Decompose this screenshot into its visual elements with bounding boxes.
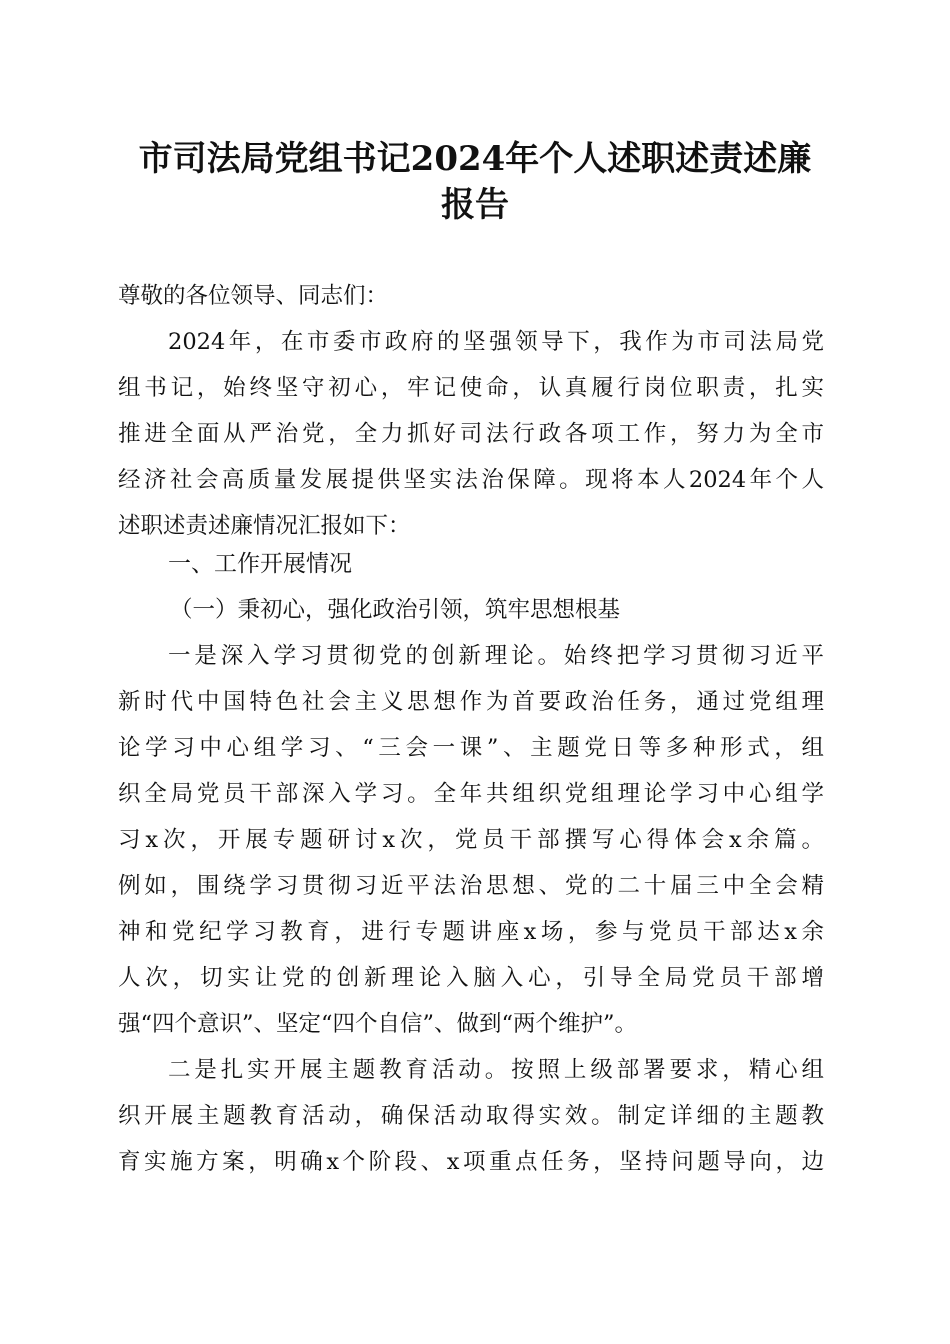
paragraph-lead: 一是深入学习贯彻党的创新理论。 — [168, 643, 564, 669]
paragraph-line: 织全局党员干部深入学习。全年共组织党组理论学习中心组学 — [118, 781, 824, 807]
title-line-2: 报告 — [441, 185, 509, 225]
section-heading: 一、工作开展情况 — [168, 551, 352, 577]
paragraph-text: 按照上级部署要求，精心组 — [511, 1057, 824, 1083]
intro-line: 经济社会高质量发展提供坚实法治保障。现将本人2024年个人 — [118, 467, 824, 493]
paragraph-line: 人次，切实让党的创新理论入脑入心，引导全局党员干部增 — [118, 965, 824, 991]
paragraph-line: 论学习中心组学习、“三会一课”、主题党日等多种形式，组 — [118, 735, 824, 761]
paragraph-line: 育实施方案，明确x个阶段、x项重点任务，坚持问题导向，边 — [118, 1149, 824, 1175]
paragraph-line: 织开展主题教育活动，确保活动取得实效。制定详细的主题教 — [118, 1103, 824, 1129]
paragraph-line: 神和党纪学习教育，进行专题讲座x场，参与党员干部达x余 — [118, 919, 824, 945]
intro-line: 述职述责述廉情况汇报如下： — [118, 513, 411, 539]
paragraph-lead: 二是扎实开展主题教育活动。 — [168, 1057, 512, 1083]
subsection-heading: （一）秉初心，强化政治引领，筑牢思想根基 — [170, 597, 621, 623]
paragraph-text: 始终把学习贯彻习近平 — [563, 643, 824, 669]
salutation: 尊敬的各位领导、同志们： — [118, 283, 389, 309]
title-line-1: 市司法局党组书记2024年个人述职述责述廉 — [138, 139, 812, 179]
document-title — [100, 136, 850, 228]
paragraph-line: 新时代中国特色社会主义思想作为首要政治任务，通过党组理 — [118, 689, 824, 715]
intro-line: 组书记，始终坚守初心，牢记使命，认真履行岗位职责，扎实 — [118, 375, 824, 401]
intro-line: 2024年，在市委市政府的坚强领导下，我作为市司法局党 — [168, 329, 824, 355]
paragraph-first-line — [168, 1055, 824, 1085]
intro-line: 推进全面从严治党，全力抓好司法行政各项工作，努力为全市 — [118, 421, 824, 447]
paragraph-line: 习x次，开展专题研讨x次，党员干部撰写心得体会x余篇。 — [118, 827, 824, 853]
paragraph-first-line — [168, 641, 824, 671]
paragraph-line: 强“四个意识”、坚定“四个自信”、做到“两个维护”。 — [118, 1011, 638, 1037]
paragraph-line: 例如，围绕学习贯彻习近平法治思想、党的二十届三中全会精 — [118, 873, 824, 899]
